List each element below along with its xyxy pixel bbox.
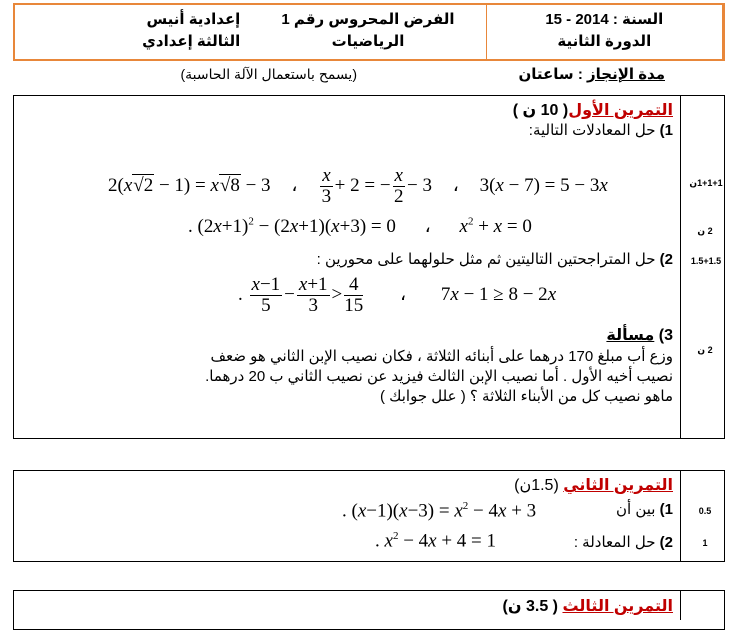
exercise2-header — [514, 475, 673, 495]
q2-number: 2) — [659, 251, 673, 268]
ex2-q1-number: 1) — [659, 501, 673, 518]
equation-row-2: . $(2x+1)^2 - (2x+1)(x+3) = 0$ ، $x^2 + x = 0$ — [188, 215, 532, 237]
inequalities-row: . $\frac{x-1}{5}$ − $\frac{x+1}{3}$ > $\frac{4}{15}$ ، 7x − 1 ≥ 8 − 2x — [238, 274, 557, 316]
exercise2-points: (1.5ن) — [514, 477, 559, 494]
q3-title: مسألة — [606, 327, 655, 344]
school-name: إعدادية أنيس — [146, 11, 241, 28]
exercise1-q1 — [529, 121, 673, 139]
header-box — [13, 3, 725, 61]
exercise1-title: التمرين الأول — [568, 102, 673, 119]
school-year: السنة : 2014 - 15 — [545, 11, 664, 28]
ex2-q1-text: بين أن — [616, 501, 656, 518]
q1-points: 1+1+1ن — [689, 178, 723, 188]
q2-points: 1.5+1.5 — [690, 256, 722, 266]
test-cell — [250, 5, 486, 59]
equation-expression: . $x^2 - 4x + 4 = 1$ — [375, 530, 497, 552]
duration-value: : ساعتان — [518, 66, 587, 83]
subject: الرياضيات — [331, 33, 405, 50]
exercise1-q2 — [317, 250, 673, 268]
grade-level: الثالثة إعدادي — [142, 33, 241, 50]
q3-line-1: وزع أب مبلغ 170 درهما على أبنائه الثلاثة ، فكان نصيب الإبن الثاني هو ضعف — [210, 348, 673, 365]
q2-text: حل المتراجحتين التاليتين ثم مثل حلولهما على محورين : — [316, 251, 656, 268]
test-title: الفرض المحروس رقم 1 — [281, 11, 455, 28]
exercise3-points: ( 3.5 ن) — [502, 598, 559, 615]
school-cell — [15, 5, 250, 59]
q3-line-2: نصيب أخيه الأول . أما نصيب الإبن الثالث فيزيد عن نصيب الثاني ب 20 درهما. — [205, 368, 673, 385]
exercise2-title: التمرين الثاني — [563, 477, 673, 494]
q1b-points: 2 ن — [697, 226, 713, 236]
ex2-q2-text: حل المعادلة : — [573, 534, 656, 551]
calculator-note: (يسمح باستعمال الآلة الحاسبة) — [180, 66, 357, 82]
q3-number: 3) — [658, 327, 673, 344]
identity-expression: . $(x-1)(x-3) = x^2 - 4x + 3$ — [342, 500, 537, 522]
q1-number: 1) — [659, 122, 673, 139]
exercise3-header — [503, 596, 673, 616]
exercise2-q1 — [616, 500, 673, 518]
equation-row-1: 2(x√2 − 1) = x√8 − 3 ، $\frac{x}{3}$ + 2 = − $\frac{x}{2}$ − 3 ، 3(x − 7) = 5 − 3x — [108, 165, 608, 207]
duration-label: مدة الإنجاز — [587, 66, 665, 83]
year-cell — [487, 5, 723, 59]
ex2-q1-points: 0.5 — [698, 506, 712, 516]
exercise2-divider — [680, 470, 681, 562]
q3-line-3: ماهو نصيب كل من الأبناء الثلاثة ؟ ( علل جوابك ) — [379, 388, 673, 405]
exercise3-title: التمرين الثالث — [562, 598, 673, 615]
subheader — [13, 64, 725, 86]
exercise3-divider — [680, 590, 681, 620]
exercise1-divider — [680, 95, 681, 439]
semester: الدورة الثانية — [557, 33, 652, 50]
ex2-q2-points: 1 — [702, 538, 708, 548]
exercise1-points: ( 10 ن ) — [512, 102, 569, 119]
q1-text: حل المعادلات التالية: — [528, 122, 656, 139]
q3-points: 2 ن — [697, 345, 713, 355]
exercise1-header — [513, 100, 673, 120]
ex2-q2-number: 2) — [659, 534, 673, 551]
exercise2-q2 — [574, 533, 673, 551]
duration — [518, 65, 665, 83]
exercise1-q3 — [606, 325, 673, 345]
